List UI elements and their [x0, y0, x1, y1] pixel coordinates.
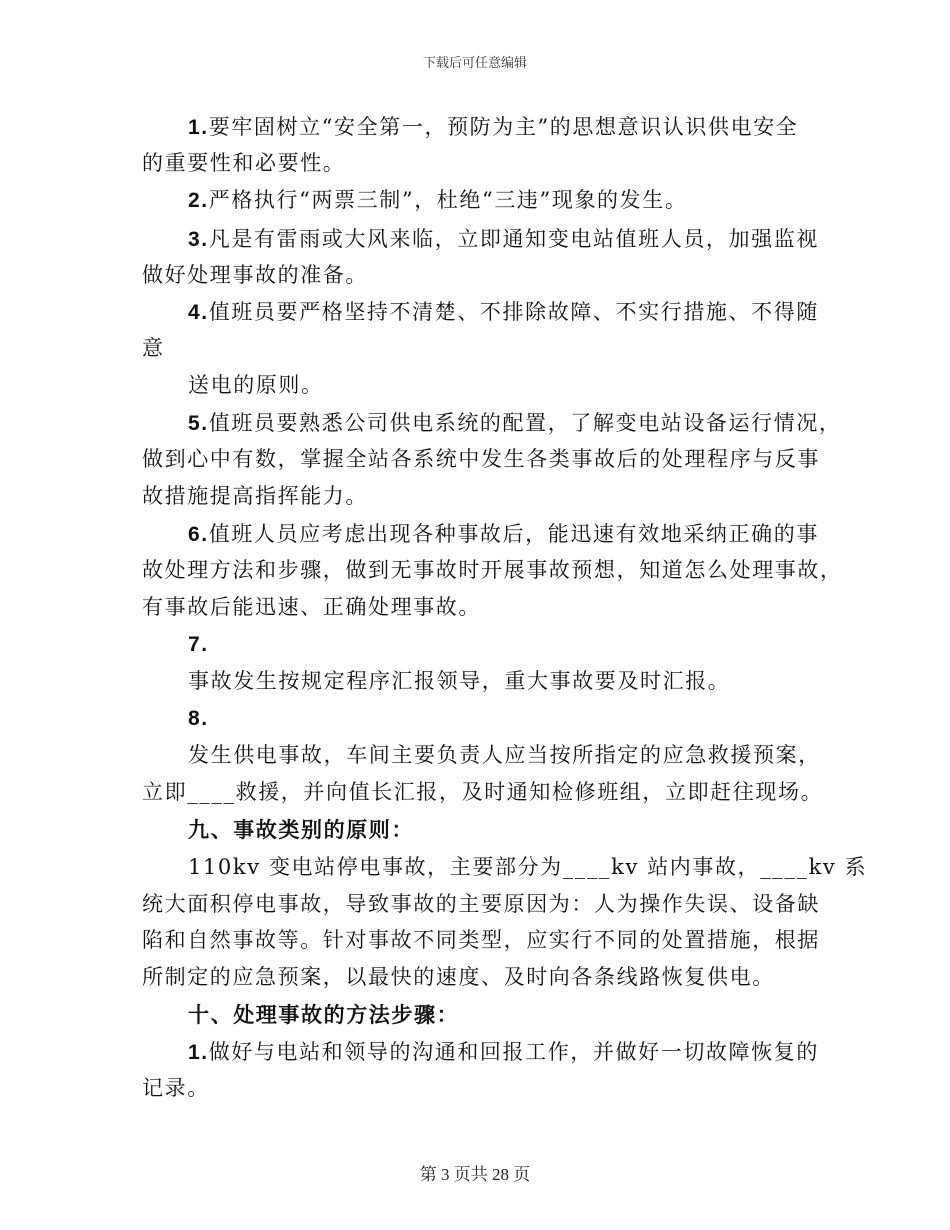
item-8-line-1: 发生供电事故，车间主要负责人应当按所指定的应急救援预案，: [188, 743, 821, 767]
item-3-text: 凡是有雷雨或大风来临，立即通知变电站值班人员，加强监视: [208, 227, 819, 251]
page-footer: 第 3 页共 28 页: [419, 1165, 531, 1184]
item-5-number: 5.: [188, 412, 209, 435]
page-header: 下载后可任意编辑: [422, 56, 527, 71]
item-7-number: 7.: [188, 633, 209, 656]
item-4-text: 值班员要严格坚持不清楚、不排除故障、不实行措施、不得随: [208, 300, 819, 324]
item-4-line-2: 意: [142, 336, 165, 360]
item-3-line-1: [188, 224, 819, 255]
section-9-heading: 九、事故类别的原则：: [188, 817, 414, 842]
item-2-number: 2.: [188, 189, 209, 212]
item-8-number: 8.: [188, 707, 209, 730]
section-10-heading: 十、处理事故的方法步骤：: [188, 1002, 460, 1027]
item-4-number: 4.: [188, 301, 209, 324]
section-10-item-1-line-2: 记录。: [142, 1076, 210, 1100]
section-9-line-1: 110kv 变电站停电事故，主要部分为____kv 站内事故，____kv 系: [188, 855, 868, 879]
section-9-line-3: 陷和自然事故等。针对事故不同类型，应实行不同的处置措施，根据: [142, 928, 820, 952]
section-10-item-1-line-1: [188, 1037, 819, 1068]
item-6-line-3: 有事故后能迅速、正确处理事故。: [142, 595, 481, 619]
item-1-line-2: 的重要性和必要性。: [142, 151, 346, 175]
item-8-line-2: 立即____救援，并向值长汇报，及时通知检修班组，立即赶往现场。: [142, 780, 824, 804]
item-5-text: 值班员要熟悉公司供电系统的配置，了解变电站设备运行情况，: [208, 411, 842, 435]
section-10-item-1-text: 做好与电站和领导的沟通和回报工作，并做好一切故障恢复的: [208, 1040, 819, 1064]
item-1-number: 1.: [188, 116, 209, 139]
item-1-line-1: [188, 112, 798, 143]
item-6-line-1: [188, 519, 819, 550]
item-2-text: 严格执行“两票三制”，杜绝“三违”现象的发生。: [208, 188, 688, 212]
item-5-line-2: 做到心中有数，掌握全站各系统中发生各类事故后的处理程序与反事: [142, 447, 820, 471]
item-4-line-1: [188, 297, 819, 328]
item-3-line-2: 做好处理事故的准备。: [142, 263, 368, 287]
item-2-line-1: [188, 185, 687, 216]
item-3-number: 3.: [188, 228, 209, 251]
section-9-line-2: 统大面积停电事故，导致事故的主要原因为：人为操作失误、设备缺: [142, 892, 820, 916]
section-10-item-1-number: 1.: [188, 1041, 209, 1064]
item-6-text: 值班人员应考虑出现各种事故后，能迅速有效地采纳正确的事: [208, 522, 819, 546]
item-7-text: 事故发生按规定程序汇报领导，重大事故要及时汇报。: [188, 669, 731, 693]
item-6-line-2: 故处理方法和步骤，做到无事故时开展事故预想，知道怎么处理事故，: [142, 558, 843, 582]
item-1-text: 要牢固树立“安全第一，预防为主”的思想意识认识供电安全: [208, 115, 799, 139]
item-4-line-3: 送电的原则。: [188, 373, 324, 397]
item-5-line-3: 故措施提高指挥能力。: [142, 484, 368, 508]
section-9-line-4: 所制定的应急预案，以最快的速度、及时向各条线路恢复供电。: [142, 965, 775, 989]
item-6-number: 6.: [188, 523, 209, 546]
item-5-line-1: [188, 408, 842, 439]
